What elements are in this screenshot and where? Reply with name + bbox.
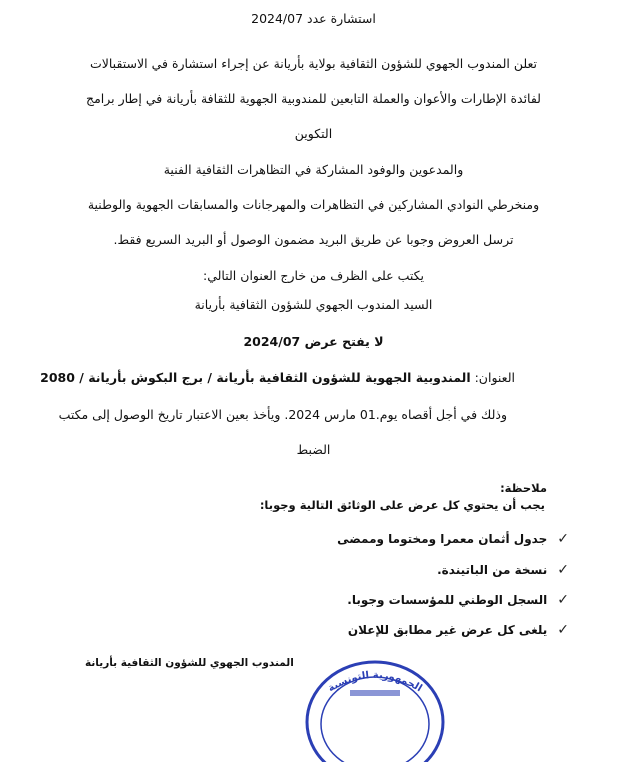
checklist-item bbox=[347, 591, 569, 609]
checklist-item-label: السجل الوطني للمؤسسات وجوبا. bbox=[347, 593, 548, 607]
addressee: السيد المندوب الجهوي للشؤون الثقافية بأريانة bbox=[194, 297, 433, 312]
official-stamp-icon bbox=[300, 652, 450, 762]
checklist-item-label: نسخة من الباتيندة. bbox=[437, 563, 548, 577]
address-line bbox=[40, 370, 515, 386]
checklist-item-label: جدول أثمان معمرا ومختوما وممضى bbox=[337, 532, 548, 546]
stamp-text: الجمهورية التونسية bbox=[326, 669, 424, 695]
check-icon: ✓ bbox=[557, 592, 569, 608]
intro-line-4: والمدعوين والوفود المشاركة في التظاهرات الثقافية الفنية bbox=[163, 162, 464, 177]
deadline-line-2: الضبط bbox=[296, 442, 331, 457]
check-icon: ✓ bbox=[557, 531, 569, 547]
intro-line-5: ومنخرطي النوادي المشاركين في التظاهرات والمهرجانات والمسابقات الجهوية والوطنية bbox=[87, 197, 540, 212]
deadline-line-1: وذلك في أجل أقصاه يوم.01 مارس 2024. ويأخذ بعين الاعتبار تاريخ الوصول إلى مكتب bbox=[58, 407, 507, 422]
checklist-item bbox=[337, 530, 569, 548]
note-intro: يجب أن يحتوي كل عرض على الوثائق التالية وجوبا: bbox=[259, 498, 545, 512]
address-value: المندوبية الجهوية للشؤون الثقافية بأريانة / برج البكوش بأريانة / 2080 bbox=[40, 370, 471, 385]
do-not-open-notice: لا يفتح عرض 2024/07 bbox=[243, 334, 384, 349]
intro-line-3: التكوين bbox=[294, 126, 333, 141]
stamp-band bbox=[350, 690, 400, 696]
check-icon: ✓ bbox=[557, 622, 569, 638]
checklist-item bbox=[437, 561, 569, 579]
note-title: ملاحظة: bbox=[500, 481, 547, 495]
envelope-instruction: يكتب على الظرف من خارج العنوان التالي: bbox=[202, 268, 425, 283]
intro-line-2: لفائدة الإطارات والأعوان والعملة التابعين للمندوبية الجهوية للثقافة بأريانة في إطار برامج bbox=[86, 91, 541, 106]
signature-block: المندوب الجهوي للشؤون الثقافية بأريانة bbox=[85, 657, 294, 669]
checklist-item-label: يلغى كل عرض غير مطابق للإعلان bbox=[347, 623, 548, 637]
send-instruction: ترسل العروض وجوبا عن طريق البريد مضمون الوصول أو البريد السريع فقط. bbox=[113, 232, 514, 247]
checklist-item bbox=[348, 621, 569, 639]
address-label: العنوان: bbox=[474, 370, 515, 385]
check-icon: ✓ bbox=[557, 562, 569, 578]
intro-line-1: تعلن المندوب الجهوي للشؤون الثقافية بولاية بأريانة عن إجراء استشارة في الاستقبالات bbox=[89, 56, 538, 71]
consultation-title: استشارة عدد 2024/07 bbox=[251, 11, 376, 26]
